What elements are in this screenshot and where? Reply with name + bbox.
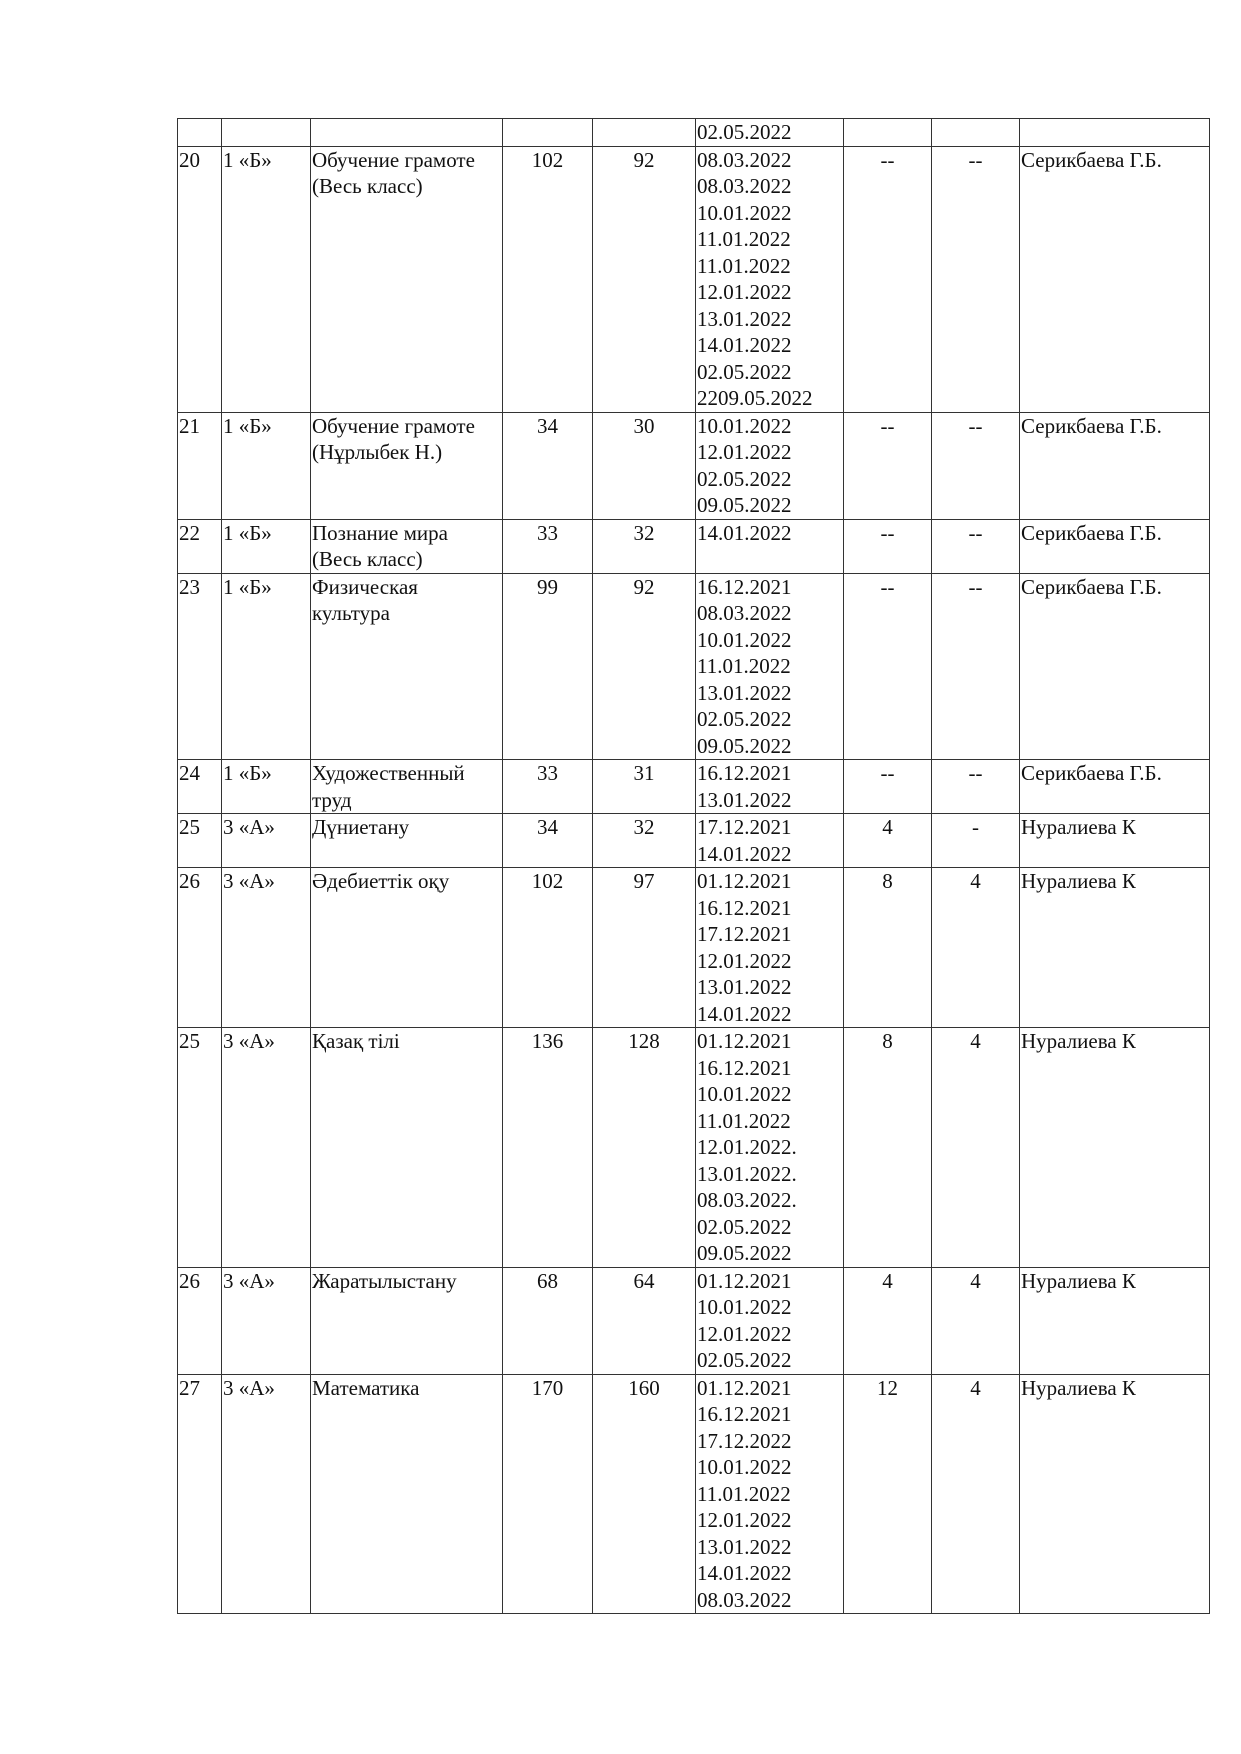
column-7-cell: -- xyxy=(844,412,932,519)
table-row xyxy=(178,412,1210,519)
column-8-cell: -- xyxy=(932,760,1020,814)
row-number-cell: 25 xyxy=(178,1028,222,1268)
date-line: 10.01.2022 xyxy=(697,1455,792,1479)
date-line: 02.05.2022 xyxy=(697,359,792,384)
date-line: 12.01.2022 xyxy=(697,1508,792,1532)
dates-cell xyxy=(696,1028,844,1268)
row-number-cell: 24 xyxy=(178,760,222,814)
dates-cell xyxy=(696,412,844,519)
date-line: 11.01.2022 xyxy=(697,1481,791,1506)
planned-hours-cell: 136 xyxy=(503,1028,593,1268)
actual-hours-cell: 160 xyxy=(593,1374,696,1614)
date-line: 13.01.2022 xyxy=(697,1534,792,1559)
date-line: 13.01.2022 xyxy=(697,787,792,812)
column-7-cell: 8 xyxy=(844,1028,932,1268)
date-line: 10.01.2022 xyxy=(697,1082,792,1106)
planned-hours-cell: 99 xyxy=(503,573,593,760)
date-line: 14.01.2022 xyxy=(697,520,792,545)
date-line: 09.05.2022 xyxy=(697,733,792,758)
date-line: 13.01.2022 xyxy=(697,975,792,999)
date-line: 14.01.2022 xyxy=(697,1001,792,1026)
subject-cell: Жаратылыстану xyxy=(311,1267,503,1374)
column-8-cell: 4 xyxy=(932,1267,1020,1374)
subject-cell: Художественный труд xyxy=(311,760,503,814)
date-line: 10.01.2022 xyxy=(697,1295,792,1319)
date-line: 12.01.2022. xyxy=(697,1135,797,1159)
row-number-cell: 23 xyxy=(178,573,222,760)
table-row xyxy=(178,519,1210,573)
row-number-cell: 26 xyxy=(178,1267,222,1374)
planned-hours-cell: 33 xyxy=(503,760,593,814)
actual-hours-cell: 92 xyxy=(593,573,696,760)
date-line: 17.12.2022 xyxy=(697,1428,792,1453)
teacher-cell: Нуралиева К xyxy=(1020,814,1210,868)
date-line: 17.12.2021 xyxy=(697,815,792,839)
dates-cell xyxy=(696,573,844,760)
dates-cell xyxy=(696,868,844,1028)
actual-hours-cell: 128 xyxy=(593,1028,696,1268)
table-row xyxy=(178,1374,1210,1614)
date-line: 02.05.2022 xyxy=(697,120,792,144)
class-cell: 3 «А» xyxy=(222,814,311,868)
table-body xyxy=(178,119,1210,1614)
date-line: 08.03.2022 xyxy=(697,147,792,172)
column-8-cell: 4 xyxy=(932,1374,1020,1614)
column-8-cell: 4 xyxy=(932,1028,1020,1268)
date-line: 01.12.2021 xyxy=(697,1268,792,1293)
class-cell: 1 «Б» xyxy=(222,519,311,573)
subject-cell: Әдебиеттік оқу xyxy=(311,868,503,1028)
column-8-cell: -- xyxy=(932,519,1020,573)
row-number-cell: 21 xyxy=(178,412,222,519)
date-line: 11.01.2022 xyxy=(697,227,791,251)
row-number-cell: 22 xyxy=(178,519,222,573)
column-8-cell: 4 xyxy=(932,868,1020,1028)
date-line: 11.01.2022 xyxy=(697,253,791,278)
table-row xyxy=(178,814,1210,868)
subject-cell: Дүниетану xyxy=(311,814,503,868)
date-line: 08.03.2022 xyxy=(697,601,792,625)
planned-hours-cell: 170 xyxy=(503,1374,593,1614)
dates-cell xyxy=(696,760,844,814)
actual-hours-cell: 92 xyxy=(593,146,696,412)
date-line: 14.01.2022 xyxy=(697,1561,792,1585)
table-row xyxy=(178,760,1210,814)
date-line: 01.12.2021 xyxy=(697,1029,792,1053)
class-cell: 1 «Б» xyxy=(222,760,311,814)
date-line: 08.03.2022 xyxy=(697,1587,792,1612)
subject-cell: Математика xyxy=(311,1374,503,1614)
date-line: 2209.05.2022 xyxy=(697,386,813,410)
date-line: 02.05.2022 xyxy=(697,1348,792,1372)
subject-cell: Қазақ тілі xyxy=(311,1028,503,1268)
date-line: 13.01.2022 xyxy=(697,680,792,705)
planned-hours-cell: 102 xyxy=(503,146,593,412)
column-8-cell: -- xyxy=(932,146,1020,412)
column-7-cell: -- xyxy=(844,519,932,573)
column-7-cell: 12 xyxy=(844,1374,932,1614)
row-number-cell: 25 xyxy=(178,814,222,868)
date-line: 12.01.2022 xyxy=(697,1321,792,1346)
class-cell: 1 «Б» xyxy=(222,573,311,760)
column-8-cell xyxy=(932,119,1020,147)
column-7-cell: -- xyxy=(844,146,932,412)
row-number-cell: 20 xyxy=(178,146,222,412)
teacher-cell: Серикбаева Г.Б. xyxy=(1020,412,1210,519)
planned-hours-cell: 68 xyxy=(503,1267,593,1374)
date-line: 16.12.2021 xyxy=(697,761,792,785)
dates-cell xyxy=(696,1374,844,1614)
planned-hours-cell: 34 xyxy=(503,814,593,868)
date-line: 16.12.2021 xyxy=(697,895,792,920)
date-line: 09.05.2022 xyxy=(697,493,792,517)
table-row xyxy=(178,868,1210,1028)
row-number-cell: 26 xyxy=(178,868,222,1028)
planned-hours-cell: 102 xyxy=(503,868,593,1028)
class-cell: 3 «А» xyxy=(222,868,311,1028)
date-line: 01.12.2021 xyxy=(697,1375,792,1400)
teacher-cell: Нуралиева К xyxy=(1020,1267,1210,1374)
class-cell: 3 «А» xyxy=(222,1267,311,1374)
class-cell xyxy=(222,119,311,147)
actual-hours-cell: 97 xyxy=(593,868,696,1028)
table-row xyxy=(178,1267,1210,1374)
actual-hours-cell: 64 xyxy=(593,1267,696,1374)
table-row xyxy=(178,119,1210,147)
dates-cell xyxy=(696,1267,844,1374)
table-row xyxy=(178,573,1210,760)
class-cell: 1 «Б» xyxy=(222,412,311,519)
column-8-cell: -- xyxy=(932,573,1020,760)
date-line: 13.01.2022 xyxy=(697,306,792,331)
row-number-cell xyxy=(178,119,222,147)
actual-hours-cell: 31 xyxy=(593,760,696,814)
column-8-cell: - xyxy=(932,814,1020,868)
date-line: 16.12.2021 xyxy=(697,574,792,599)
date-line: 14.01.2022 xyxy=(697,841,792,866)
date-line: 10.01.2022 xyxy=(697,627,792,652)
date-line: 10.01.2022 xyxy=(697,413,792,438)
date-line: 02.05.2022 xyxy=(697,466,792,491)
date-line: 17.12.2021 xyxy=(697,922,792,946)
date-line: 12.01.2022 xyxy=(697,280,792,304)
subject-cell xyxy=(311,119,503,147)
dates-cell xyxy=(696,519,844,573)
dates-cell xyxy=(696,814,844,868)
actual-hours-cell: 32 xyxy=(593,814,696,868)
subject-cell: Познание мира (Весь класс) xyxy=(311,519,503,573)
date-line: 14.01.2022 xyxy=(697,333,792,357)
column-7-cell: 8 xyxy=(844,868,932,1028)
date-line: 10.01.2022 xyxy=(697,200,792,225)
date-line: 16.12.2021 xyxy=(697,1055,792,1080)
column-7-cell: -- xyxy=(844,760,932,814)
lessons-table xyxy=(177,118,1210,1614)
date-line: 12.01.2022 xyxy=(697,440,792,464)
teacher-cell xyxy=(1020,119,1210,147)
table-row xyxy=(178,1028,1210,1268)
row-number-cell: 27 xyxy=(178,1374,222,1614)
date-line: 09.05.2022 xyxy=(697,1241,792,1265)
date-line: 12.01.2022 xyxy=(697,948,792,973)
actual-hours-cell: 30 xyxy=(593,412,696,519)
teacher-cell: Серикбаева Г.Б. xyxy=(1020,519,1210,573)
subject-cell: Физическая культура xyxy=(311,573,503,760)
planned-hours-cell: 33 xyxy=(503,519,593,573)
planned-hours-cell xyxy=(503,119,593,147)
teacher-cell: Серикбаева Г.Б. xyxy=(1020,573,1210,760)
dates-cell xyxy=(696,119,844,147)
teacher-cell: Нуралиева К xyxy=(1020,868,1210,1028)
date-line: 11.01.2022 xyxy=(697,654,791,678)
date-line: 13.01.2022. xyxy=(697,1161,797,1186)
column-7-cell xyxy=(844,119,932,147)
column-7-cell: 4 xyxy=(844,1267,932,1374)
date-line: 02.05.2022 xyxy=(697,1214,792,1239)
column-8-cell: -- xyxy=(932,412,1020,519)
planned-hours-cell: 34 xyxy=(503,412,593,519)
teacher-cell: Нуралиева К xyxy=(1020,1374,1210,1614)
subject-cell: Обучение грамоте (Весь класс) xyxy=(311,146,503,412)
date-line: 08.03.2022 xyxy=(697,174,792,198)
date-line: 08.03.2022. xyxy=(697,1188,797,1212)
actual-hours-cell xyxy=(593,119,696,147)
column-7-cell: 4 xyxy=(844,814,932,868)
teacher-cell: Нуралиева К xyxy=(1020,1028,1210,1268)
column-7-cell: -- xyxy=(844,573,932,760)
date-line: 16.12.2021 xyxy=(697,1402,792,1426)
subject-cell: Обучение грамоте (Нұрлыбек Н.) xyxy=(311,412,503,519)
class-cell: 1 «Б» xyxy=(222,146,311,412)
class-cell: 3 «А» xyxy=(222,1028,311,1268)
class-cell: 3 «А» xyxy=(222,1374,311,1614)
table-row xyxy=(178,146,1210,412)
date-line: 02.05.2022 xyxy=(697,707,792,731)
teacher-cell: Серикбаева Г.Б. xyxy=(1020,146,1210,412)
teacher-cell: Серикбаева Г.Б. xyxy=(1020,760,1210,814)
actual-hours-cell: 32 xyxy=(593,519,696,573)
date-line: 01.12.2021 xyxy=(697,869,792,893)
dates-cell xyxy=(696,146,844,412)
date-line: 11.01.2022 xyxy=(697,1108,791,1133)
